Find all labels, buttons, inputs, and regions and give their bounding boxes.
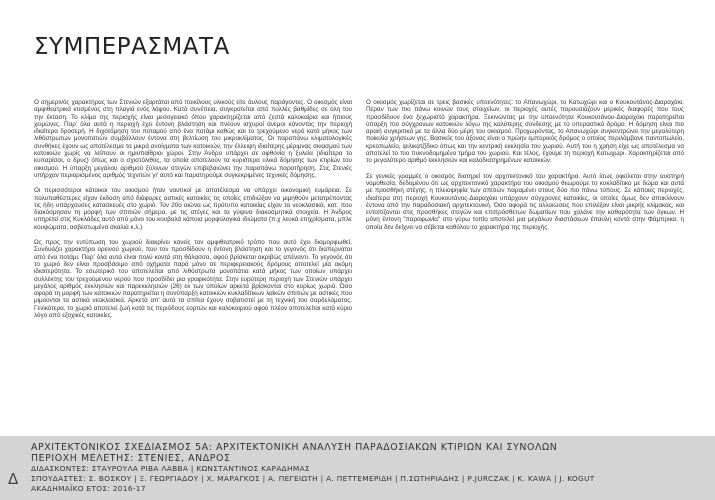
right-text-column xyxy=(366,99,684,239)
course-title: ΑΡΧΙΤΕΚΤΟΝΙΚΟΣ ΣΧΕΔΙΑΣΜΟΣ 5Α: ΑΡΧΙΤΕΚΤΟΝΙΚΗ ΑΝΑΛΥΣΗ ΠΑΡΑΔΟΣΙΑΚΩΝ ΚΤΙΡΙΩΝ ΚΑΙ ΣΥΝΟΛΩΝ xyxy=(31,442,558,453)
paragraph: Ο οικισμός χωρίζεται σε τρεις βασικές υποενότητες: το Απανωχώρι, το Κατωχώρι και ο Κουκουτάνος-Διαραχάκι. Πέραν των πιο πάνω κοινών τους στοιχείων, οι περιοχές αυτές παρουσιάζουν μερικές διαφορές που τους προσδίδουν ένα ξεχωριστό χαρακτήρα. Ξεκινώντας με την υποενότητα Κουκουτάνου-Διαραχάκι παρατηρείται ύπαρξη πιο σύγχρονων κατοικιών λόγω της καλύτερης σύνδεσης με το υπεραστικό δρόμο. Η δόμηση είναι πιο αραιή συγκριτικά με τα άλλα δύο μέρη του οικισμού. Προχωρόντας, το Απανωχώρι συγκεντρώνει την μεγαλύτερη ποικιλία χρήσεων γης. Βασικός του άξονας είναι ο πρώην εμπορικός δρόμος ο οποίος περιλάμβανε παντοπωλείο, κρεοπωλείο, ψιλικατζίδικο όπως και την κεντρική εκκλησία του χωριού. Αυτή του η χρήση είχε ως αποτέλεσμα να αποτελεί το πιο πυκνοδομημένο τμήμα του χωριού. Και τέλος, έχουμε τη περιοχή Κατωχωρι. Χαρακτηρίζεται από το μεγαλύτερο αριθμό εκκλησιών και καλοδιατηρημένων κατοικιών. xyxy=(366,99,684,165)
delta-icon: Δ xyxy=(8,470,19,488)
paragraph: Σε γενικές γραμμές ο οικισμός διατηρεί τον αρχιτεκτονικό του χαρακτήρα. Αυτό ίσως οφείλεται στην αυστηρή νομοθεσία, δεδομένου ότι ως αρχιτεκτονικό χαρακτήρα του οικισμού θεωρούμε το κυκλαδίτικο με δώμα και αυτά με προσθήκη στέγης, η πλειοψηφία των σπιτιών παραμένει στους δύο πιο πάνω τύπους. Σε κάποιες περιοχές, ιδιαίτερα στη περιοχή Κουκουτάνος-Διαραχάκι υπάρχουν σύγχρονες κατοικίες, οι οποίες όμως δεν αποκλίνουν έντονα από την παραδοσιακή αρχιτεκτονική. Όσο αφορά τις αλλοιώσεις που επιλέξαν είναι μικρής κλίμακας, και εντοπίζονται στις προσθήκες στεγών και επιπρόσθετων δωματίων που χαλάνε την καθαρότητα των όγκων. Η μόνη έντονη "παραφωνία" στο γύρω τοπίο αποτελεί μια μεγάλων διαστάσεων έπαυλη κοντά στην Φάμπρικα, η οποία δεν δείχνει να σέβεται καθόλου το χαρακτήρα της περιοχής. xyxy=(366,172,684,231)
footer-bar xyxy=(0,436,715,500)
left-text-column xyxy=(34,99,352,327)
study-area: ΠΕΡΙΟΧΗ ΜΕΛΕΤΗΣ: ΣΤΕΝΙΕΣ, ΑΝΔΡΟΣ xyxy=(31,453,231,464)
footer-info xyxy=(31,442,711,494)
paragraph: Ο σημερινός χαρακτήρας των Στενιών εξαρτάται από ποικίλους υλικούς είτε άυλους παράγοντες. Ο οικισμός είναι αμφιθεατρικά κτισμένος στη πλαγιά ενός λόφου. Κατά συνέπεια, συγκροτείται από πολλές βαθμίδες σε όλη του την έκταση. Το κλίμα της περιοχής είναι μεσογειακό όπου χαρακτηρίζεται από ζεστά καλοκαίρια και ήπιους χειμώνες. Παρ' όλα αυτά η περιοχή έχει έντονη βλάστηση και πνέουν ισχυροί άνεμοι κάνοντας την περιοχή ιδιαίτερα δροσερή. Η διχοτόμηση του ποταμού από ένα ποτάμι καθώς και το τρεχούμενο νερό κατά μήκος των λιθόστρωτων μονοπατιών συμβάλλουν έντονα στη βελτίωση του μικροκλίματος. Οι παραπάνω κλιματολογικές συνθήκες έχουν ως αποτέλεσμα τα μικρά ανοίγματα των κατοικιών, την έλλειψη ιδιαίτερης μέριμνας σκιασμού των κατοικιών χωρίς να λείπουν οι ημιυπαίθριοι χώροι. Στην Άνδρο υπάρχει σε αφθονία η ξυλεία (ιδιαίτερα το κυπαρίσσι, ο δρυς) όπως και ο σχιστόλιθος, τα οποία αποτελούν τα κυριότερα υλικά δόμησης των κτιρίων του οικισμού. Η ύπαρξη μεγάλου αριθμού ξύλινων στεγών επιβεβαιώνει την παραπάνω παρατήρηση. Στις Στενιές υπήρχαν περιορισμένος αριθμός τεχνιτών γι' αυτό και παρατηρούμε συγκεκριμένες τεχνικές δόμησης. xyxy=(34,99,352,179)
instructors: ΔΙΔΑΣΚΟΝΤΕΣ: ΣΤΑΥΡΟΥΛΑ ΡΙΒΑ ΛΑΒΒΑ | ΚΩΝΣΤΑΝΤΙΝΟΣ ΚΑΡΑΔΗΜΑΣ xyxy=(31,464,310,473)
students: ΣΠΟΥΔΑΣΤΕΣ: Σ. ΒΟΣΚΟΥ | Ξ. ΓΕΩΡΓΙΑΔΟΥ | Χ. ΜΑΡΑΓΚΟΣ | Α. ΠΕΓΕΙΩΤΗ | Α. ΠΕΤΤΕΜΕΡΙΔΗ | Π.ΣΩΤΗΡΙΑΔΗΣ | Ρ.JURCZAK | Κ. ΚΑWΑ | J. KOGUT xyxy=(31,474,595,483)
page-title: ΣΥΜΠΕΡΑΣΜΑΤΑ xyxy=(34,34,230,60)
academic-year: ΑΚΑΔΗΜΑΪΚΟ ΕΤΟΣ: 2016-17 xyxy=(31,484,146,493)
paragraph: Ως προς την ευτύπωση του χωριού διακρίνει κανείς τον αμφιθεατρικό τρόπο που αυτό έχει διαμορφωθεί. Συνδυάζει χαρακτήρα ορεινού χωριού, που τον προσδίδουν η έντονη βλάστηση και το γεγονός ότι διαπερνάται από ένα ποτάμι. Παρ' όλα αυτά είναι πολύ κοντά στη θάλασσα, αφού βρίσκεται ακριβώς απέναντι. Το γεγονός ότι το χωριό δεν είναι προσβάσιμο από οχήματα παρά μόνο σε περιφερειακούς δρόμους αποτελεί μία ακόμη ιδιαιτερότητα. Το εσωτερικό του αποτελείται από λιθόστρωτα μονοπάτια κατά μήκος των οποίων υπάρχει συλλέκτης του τρεχούμενου νερού που προσδίδει μια γραφικότητα. Στην ευρύτερη περιοχή των Στενιών υπάρχει μεγάλος αριθμός εκκλησιών και παρεκκλησιών (26) εκ των οποίων αρκετά βρίσκονται στο κυρίως χωριό. Όσο αφορά τη μορφή των κατοικιών παρατηρείται η συνύπαρξη κατοικιών κυκλαδίτικων λαϊκών σπιτιών με αστικές που μιμούνται τα αστικά νεοκλασικά. Αρκετά απ' αυτά τα σπίτια έχουν σοβατιστεί με τη τεχνική του σαρδελόματος. Γενικότερα, το χωριό αποτελεί ζωή κατά τις περιόδους εορτών και καλοκαιριού αφού πλέον αποτελείται κατά κύριο λόγο από εξοχικές κατοικίες. xyxy=(34,239,352,320)
paragraph: Οι περισσότεροι κάτοικοι του οικισμού ήταν ναυτικοί με αποτέλεσμα να υπάρχει οικονομική ευμάρεια. Σε πολυπαθέστερες είχαν έκδοση από διάφορες αστικές κατοικίες τις οποίες επιδιώξαν να μιμηθούν μετατρέποντας τις ήδη υπάρχουσες κατασκευές στο χωριό. Τον 20ο αιώνα ως πρότυπο κατοικίας είχαν τα νεοκλασικά, κατ. που διακόσμησαν τη μορφή των σπιτιών σήμερα, με τις στέγες και τα γύψινα διακοσμητικά στοιχεία. Η Άνδρος υπηρετεί στις Κυκλάδες αυτό από μόνο του κουβαλά κάποια μορφολογικά ιδιώματα (π.χ λευκά επιχρίσματα, μπλε κουφώματα, ασβεστωμένα σκαλιά κ.λ.) xyxy=(34,187,352,231)
